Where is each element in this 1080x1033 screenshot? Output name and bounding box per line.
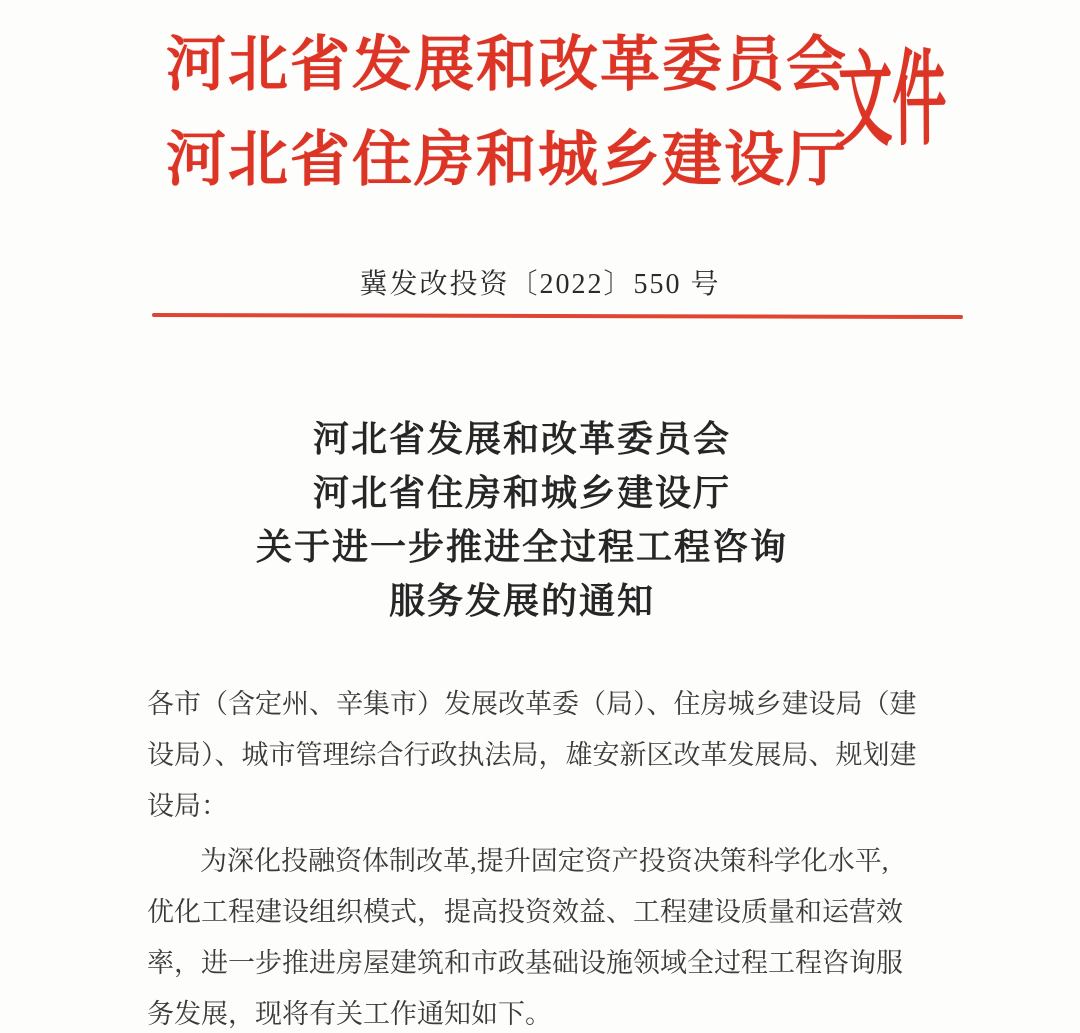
paragraph-line-4: 务发展，现将有关工作通知如下。 — [147, 999, 552, 1029]
recipients-line-1: 各市（含定州、辛集市）发展改革委（局）、住房城乡建设局（建 — [147, 689, 917, 719]
letterhead-agency-line-2: 河北省住房和城乡建设厅 — [166, 127, 848, 193]
letterhead-agency-names — [166, 18, 848, 208]
letterhead-doc-type-label: 文件 — [837, 42, 947, 161]
title-line-3: 关于进一步推进全过程工程咨询 — [255, 527, 788, 567]
title-line-4: 服务发展的通知 — [388, 581, 655, 621]
title-line-2: 河北省住房和城乡建设厅 — [312, 473, 731, 513]
recipients-paragraph — [147, 679, 937, 832]
opening-paragraph — [147, 836, 937, 1033]
document-title — [0, 412, 1080, 628]
letterhead-agency-line-1: 河北省发展和改革委员会 — [166, 32, 848, 98]
doc-reference-number: 冀发改投资〔2022〕550 号 — [359, 269, 721, 300]
recipients-line-2: 设局）、城市管理综合行政执法局，雄安新区改革发展局、规划建 — [147, 740, 917, 770]
paragraph-line-2: 优化工程建设组织模式，提高投资效益、工程建设质量和运营效 — [147, 897, 903, 927]
title-line-1: 河北省发展和改革委员会 — [312, 419, 731, 459]
red-separator-rule — [152, 313, 963, 319]
paragraph-line-3: 率，进一步推进房屋建筑和市政基础设施领域全过程工程咨询服 — [147, 948, 903, 978]
paragraph-line-1: 为深化投融资体制改革,提升固定资产投资决策科学化水平, — [200, 846, 889, 876]
recipients-line-3: 设局： — [147, 791, 228, 821]
